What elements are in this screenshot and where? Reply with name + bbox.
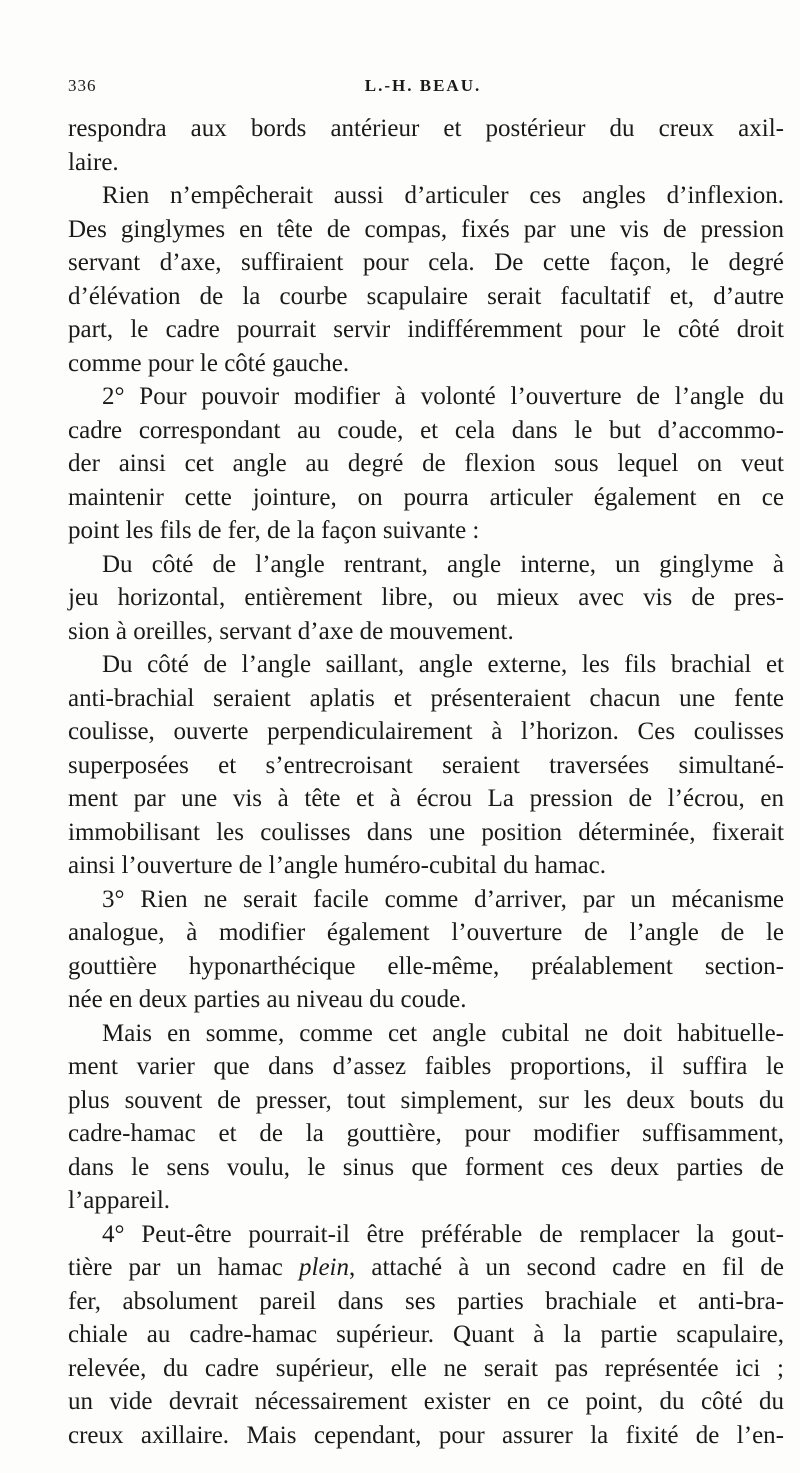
text-line: point les fils de fer, de la façon suivante : — [68, 517, 480, 544]
text-line: un vide devrait nécessairement exister en ce point, du côté du — [68, 1388, 784, 1415]
text-line: plus souvent de presser, tout simplement, sur les deux bouts du — [68, 1086, 784, 1114]
text-line: Du côté de l’angle rentrant, angle interne, un ginglyme à — [102, 550, 784, 578]
text-line: Mais en somme, comme cet angle cubital ne doit habituelle- — [102, 1019, 784, 1047]
text-line: comme pour le côté gauche. — [68, 349, 350, 377]
text-line: fer, absolument pareil dans ses parties brachiale et anti-bra- — [68, 1287, 784, 1315]
text-line-part: , attaché à un second cadre en fil de — [349, 1254, 784, 1281]
text-line: immobilisant les coulisses dans une position déterminée, fixerait — [68, 818, 784, 846]
text-line: analogue, à modifier également l’ouverture de l’angle de le — [68, 919, 784, 946]
page-header — [68, 76, 778, 104]
italic-word: plein — [299, 1254, 350, 1281]
text-line: ment varier que dans d’assez faibles proportions, il suffira le — [68, 1053, 784, 1080]
text-line: d’élévation de la courbe scapulaire serait facultatif et, d’autre — [68, 282, 784, 310]
text-line: superposées et s’entrecroisant seraient traversées simultané- — [68, 751, 784, 779]
text-line: maintenir cette jointure, on pourra articuler également en ce — [68, 483, 784, 511]
text-line: relevée, du cadre supérieur, elle ne serait pas représentée ici ; — [68, 1354, 784, 1382]
text-line: l’appareil. — [68, 1187, 171, 1214]
text-line: servant d’axe, suffiraient pour cela. De cette façon, le degré — [68, 249, 784, 276]
text-line: ainsi l’ouverture de l’angle huméro-cubital du hamac. — [68, 852, 606, 879]
text-line: Du côté de l’angle saillant, angle externe, les fils brachial et — [102, 651, 784, 678]
text-line: 2° Pour pouvoir modifier à volonté l’ouverture de l’angle du — [102, 383, 784, 410]
text-line: respondra aux bords antérieur et postérieur du creux axil- — [68, 115, 784, 142]
text-line: der ainsi cet angle au degré de flexion sous lequel on veut — [68, 450, 784, 477]
text-line: coulisse, ouverte perpendiculairement à l’horizon. Ces coulisses — [68, 718, 784, 745]
text-line: ment par une vis à tête et à écrou La pression de l’écrou, en — [68, 785, 784, 812]
text-line: Rien n’empêcherait aussi d’articuler ces angles d’inflexion. — [102, 182, 784, 209]
text-line: née en deux parties au niveau du coude. — [68, 986, 467, 1013]
text-line — [68, 1251, 784, 1285]
text-line: part, le cadre pourrait servir indifféremment pour le côté droit — [68, 316, 784, 343]
text-line: sion à oreilles, servant d’axe de mouvement. — [68, 617, 514, 645]
text-line: Des ginglymes en tête de compas, fixés par une vis de pression — [68, 215, 784, 243]
text-line: cadre-hamac et de la gouttière, pour modifier suffisamment, — [68, 1120, 784, 1147]
text-line: laire. — [68, 148, 119, 176]
text-line: chiale au cadre-hamac supérieur. Quant à la partie scapulaire, — [68, 1321, 784, 1348]
text-line-part: tière par un hamac — [68, 1254, 300, 1281]
running-head: L.-H. BEAU. — [364, 76, 482, 95]
body-text — [68, 112, 784, 1452]
text-line: anti-brachial seraient aplatis et présenteraient chacun une fente — [68, 684, 784, 712]
text-line: 4° Peut-être pourrait-il être préférable de remplacer la gout- — [102, 1220, 784, 1248]
text-line: 3° Rien ne serait facile comme d’arriver, par un mécanisme — [102, 885, 784, 913]
text-line: gouttière hyponarthécique elle-même, préalablement section- — [68, 952, 784, 980]
text-line: creux axillaire. Mais cependant, pour assurer la fixité de l’en- — [68, 1421, 784, 1449]
text-line: jeu horizontal, entièrement libre, ou mieux avec vis de pres- — [68, 584, 784, 611]
text-line: cadre correspondant au coude, et cela dans le but d’accommo- — [68, 416, 784, 444]
text-line: dans le sens voulu, le sinus que forment ces deux parties de — [68, 1153, 784, 1181]
page-number: 336 — [68, 76, 97, 95]
